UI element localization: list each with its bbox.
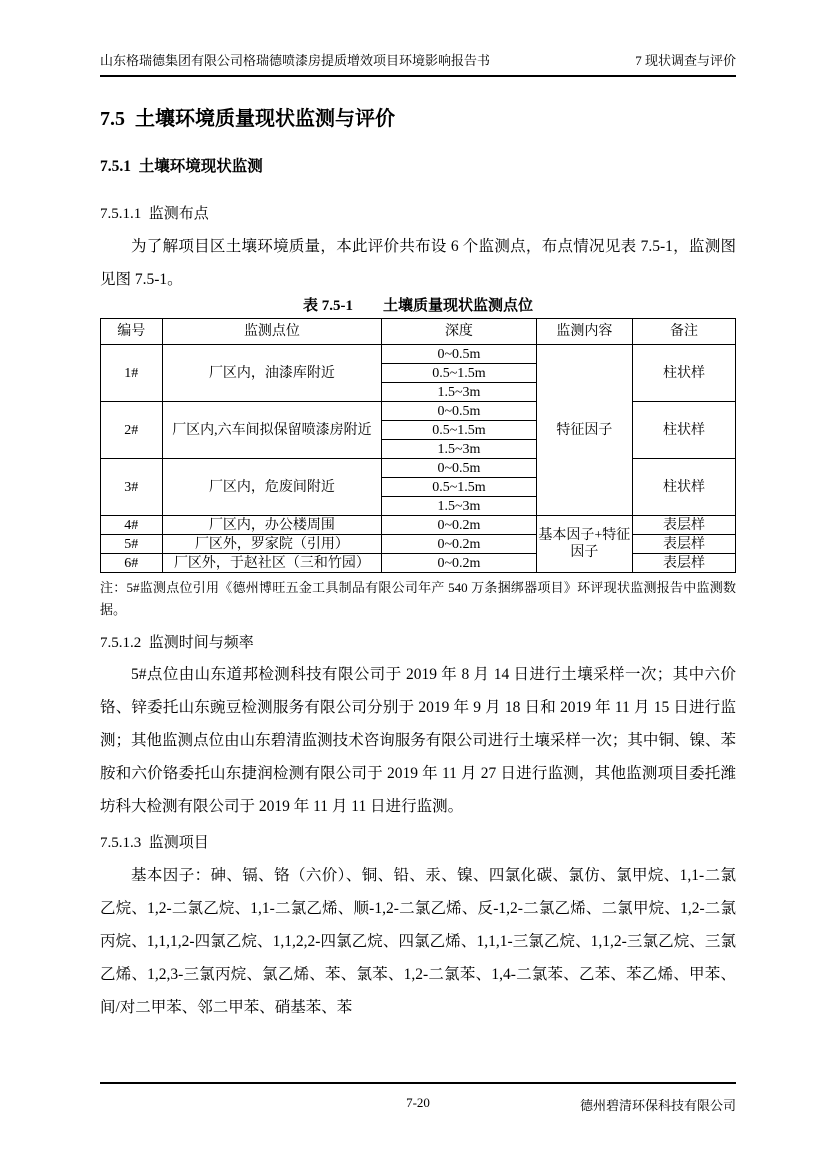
cell-sample-type: 柱状样: [633, 459, 736, 516]
cell-depth: 1.5~3m: [382, 440, 536, 459]
footer-company-name: 德州碧清环保科技有限公司: [579, 1098, 736, 1113]
cell-depth: 0~0.5m: [382, 402, 536, 421]
cell-point-id: 5#: [101, 535, 163, 554]
cell-location: 厂区内,六车间拟保留喷漆房附近: [162, 402, 382, 459]
cell-depth: 1.5~3m: [382, 497, 536, 516]
col-header-content: 监测内容: [536, 319, 633, 345]
col-header-location: 监测点位: [162, 319, 382, 345]
table-caption: [100, 296, 736, 316]
cell-sample-type: 表层样: [633, 516, 736, 535]
cell-location: 厂区外，罗家院（引用）: [162, 535, 382, 554]
cell-location: 厂区内，办公楼周围: [162, 516, 382, 535]
subsubsection-title-monitoring-time: 7.5.1.2 监测时间与频率: [100, 635, 254, 652]
table-row: [101, 535, 736, 554]
subsubsection-title-monitoring-layout: 7.5.1.1 监测布点: [100, 206, 209, 223]
paragraph-intro: 为了解项目区土壤环境质量，本此评价共布设 6 个监测点，布点情况见表 7.5-1，监测图见图 7.5-1。: [100, 238, 736, 289]
subsubsection-title-monitoring-items: 7.5.1.3 监测项目: [100, 834, 209, 851]
cell-point-id: 6#: [101, 554, 163, 573]
cell-depth: 0.5~1.5m: [382, 421, 536, 440]
cell-point-id: 3#: [101, 459, 163, 516]
cell-sample-type: 柱状样: [633, 402, 736, 459]
cell-point-id: 2#: [101, 402, 163, 459]
cell-point-id: 1#: [101, 345, 163, 402]
cell-sample-type: 表层样: [633, 554, 736, 573]
cell-depth: 0.5~1.5m: [382, 364, 536, 383]
page-footer: [100, 1082, 736, 1114]
col-header-id: 编号: [101, 319, 163, 345]
cell-depth: 0~0.2m: [382, 516, 536, 535]
table-row: [101, 554, 736, 573]
cell-location: 厂区外，于赵社区（三和竹园）: [162, 554, 382, 573]
cell-monitoring-content: 特征因子: [536, 345, 633, 516]
table-row: [101, 345, 736, 364]
table-row: [101, 459, 736, 478]
document-body: [100, 76, 736, 1024]
table-row: [101, 516, 736, 535]
cell-depth: 1.5~3m: [382, 383, 536, 402]
paragraph-basic-factors: 基本因子：砷、镉、铬（六价）、铜、铅、汞、镍、四氯化碳、氯仿、氯甲烷、1,1-二氯乙烷、1,2-二氯乙烷、1,1-二氯乙烯、顺-1,2-二氯乙烯、反-1,2-二氯乙烯、二氯甲烷、1,2-二氯丙烷、1,1,1,2-四氯乙烷、1,1,2,2-四氯乙烷、四氯乙烯、1,1,1-三氯乙烷、1,1,2-三氯乙烷、三氯乙烯、1,2,3-三氯丙烷、氯乙烯、苯、氯苯、1,2-二氯苯、1,4-二氯苯、乙苯、苯乙烯、甲苯、间/对二甲苯、邻二甲苯、硝基苯、苯: [100, 866, 736, 1016]
cell-sample-type: 柱状样: [633, 345, 736, 402]
cell-depth: 0~0.5m: [382, 459, 536, 478]
table-caption-title: 土壤质量现状监测点位: [382, 298, 533, 315]
monitoring-points-table: [100, 318, 736, 573]
footer-row: [100, 1084, 736, 1114]
header-right-text: 7 现状调查与评价: [635, 53, 736, 68]
cell-location: 厂区内，危废间附近: [162, 459, 382, 516]
header-left-text: 山东格瑞德集团有限公司格瑞德喷漆房提质增效项目环境影响报告书: [100, 53, 491, 68]
cell-monitoring-content: 基本因子+特征因子: [536, 516, 633, 573]
table-row: [101, 402, 736, 421]
table-note: 注：5#监测点位引用《德州博旺五金工具制品有限公司年产 540 万条捆绑器项目》环评现状监测报告中监测数据。: [100, 580, 736, 618]
cell-depth: 0~0.2m: [382, 535, 536, 554]
paragraph-monitoring-time: 5#点位由山东道邦检测科技有限公司于 2019 年 8 月 14 日进行土壤采样一次；其中六价铬、锌委托山东豌豆检测服务有限公司分别于 2019 年 9 月 18 日和 2019 年 11 月 15 日进行监测；其他监测点位由山东碧清监测技术咨询服务有限公司进行土壤采样一次；其中铜、镍、苯胺和六价铬委托山东捷润检测有限公司于 2019 年 11 月 27 日进行监测，其他监测项目委托潍坊科大检测有限公司于 2019 年 11 月 11 日进行监测。: [100, 665, 736, 815]
cell-depth: 0~0.2m: [382, 554, 536, 573]
cell-point-id: 4#: [101, 516, 163, 535]
col-header-remark: 备注: [633, 319, 736, 345]
cell-sample-type: 表层样: [633, 535, 736, 554]
table-caption-label: 表 7.5-1: [302, 298, 353, 315]
col-header-depth: 深度: [382, 319, 536, 345]
monitoring-table-body: [101, 345, 736, 573]
cell-depth: 0~0.5m: [382, 345, 536, 364]
table-header-row: [101, 319, 736, 345]
subsection-title: 7.5.1 土壤环境现状监测: [100, 158, 263, 175]
page-header: [100, 50, 736, 77]
section-title: 7.5 土壤环境质量现状监测与评价: [100, 108, 395, 130]
cell-depth: 0.5~1.5m: [382, 478, 536, 497]
cell-location: 厂区内，油漆库附近: [162, 345, 382, 402]
footer-page-number: 7-20: [406, 1095, 430, 1110]
